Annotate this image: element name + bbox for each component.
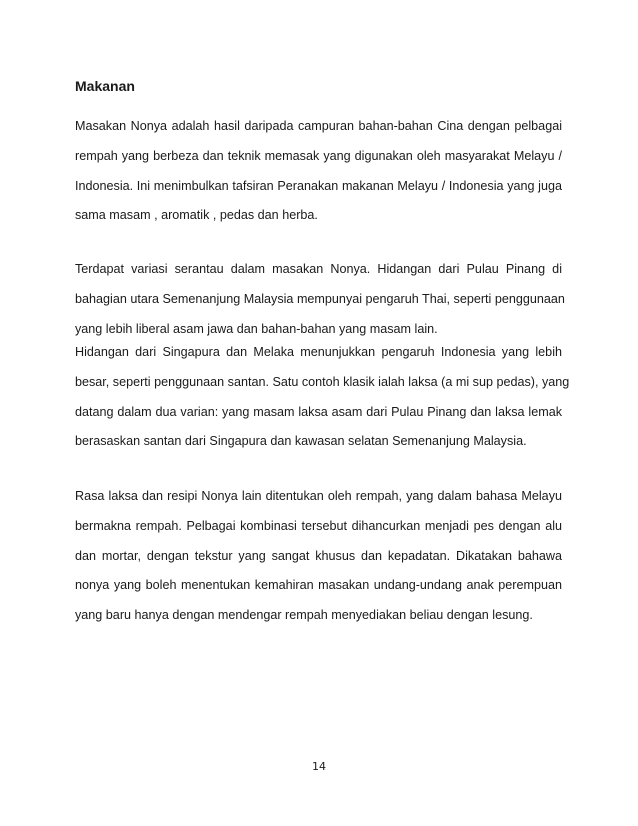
paragraph-line: nonya yang boleh menentukan kemahiran masakan undang-undang anak perempuan xyxy=(75,578,562,593)
page-number: 14 xyxy=(312,760,326,773)
paragraph-line: berasaskan santan dari Singapura dan kawasan selatan Semenanjung Malaysia. xyxy=(75,434,527,449)
paragraph-line: Rasa laksa dan resipi Nonya lain ditentukan oleh rempah, yang dalam bahasa Melayu xyxy=(75,489,562,503)
paragraph-line: Indonesia. Ini menimbulkan tafsiran Peranakan makanan Melayu / Indonesia yang juga xyxy=(75,178,562,193)
paragraph-line: Masakan Nonya adalah hasil daripada campuran bahan-bahan Cina dengan pelbagai xyxy=(75,119,562,133)
paragraph-line: bermakna rempah. Pelbagai kombinasi tersebut dihancurkan menjadi pes dengan alu xyxy=(75,518,562,533)
paragraph-regional-variation xyxy=(75,255,565,344)
paragraph-line: Terdapat variasi serantau dalam masakan Nonya. Hidangan dari Pulau Pinang di xyxy=(75,262,562,276)
paragraph-line: Hidangan dari Singapura dan Melaka menunjukkan pengaruh Indonesia yang lebih xyxy=(75,345,562,359)
paragraph-rempah xyxy=(75,482,562,631)
paragraph-singapore-melaka xyxy=(75,338,570,457)
paragraph-line: bahagian utara Semenanjung Malaysia mempunyai pengaruh Thai, seperti penggunaan xyxy=(75,291,565,306)
paragraph-line: datang dalam dua varian: yang masam laksa asam dari Pulau Pinang dan laksa lemak xyxy=(75,404,562,419)
paragraph-line: besar, seperti penggunaan santan. Satu contoh klasik ialah laksa (a mi sup pedas), yang xyxy=(75,374,570,389)
paragraph-line: yang baru hanya dengan mendengar rempah menyediakan beliau dengan lesung. xyxy=(75,608,533,623)
paragraph-line: sama masam , aromatik , pedas dan herba. xyxy=(75,208,318,223)
paragraph-line: yang lebih liberal asam jawa dan bahan-bahan yang masam lain. xyxy=(75,321,438,336)
paragraph-line: rempah yang berbeza dan teknik memasak yang digunakan oleh masyarakat Melayu / xyxy=(75,148,562,163)
paragraph-line: dan mortar, dengan tekstur yang sangat khusus dan kepadatan. Dikatakan bahawa xyxy=(75,548,562,563)
section-heading: Makanan xyxy=(75,78,135,94)
paragraph-intro xyxy=(75,112,562,231)
